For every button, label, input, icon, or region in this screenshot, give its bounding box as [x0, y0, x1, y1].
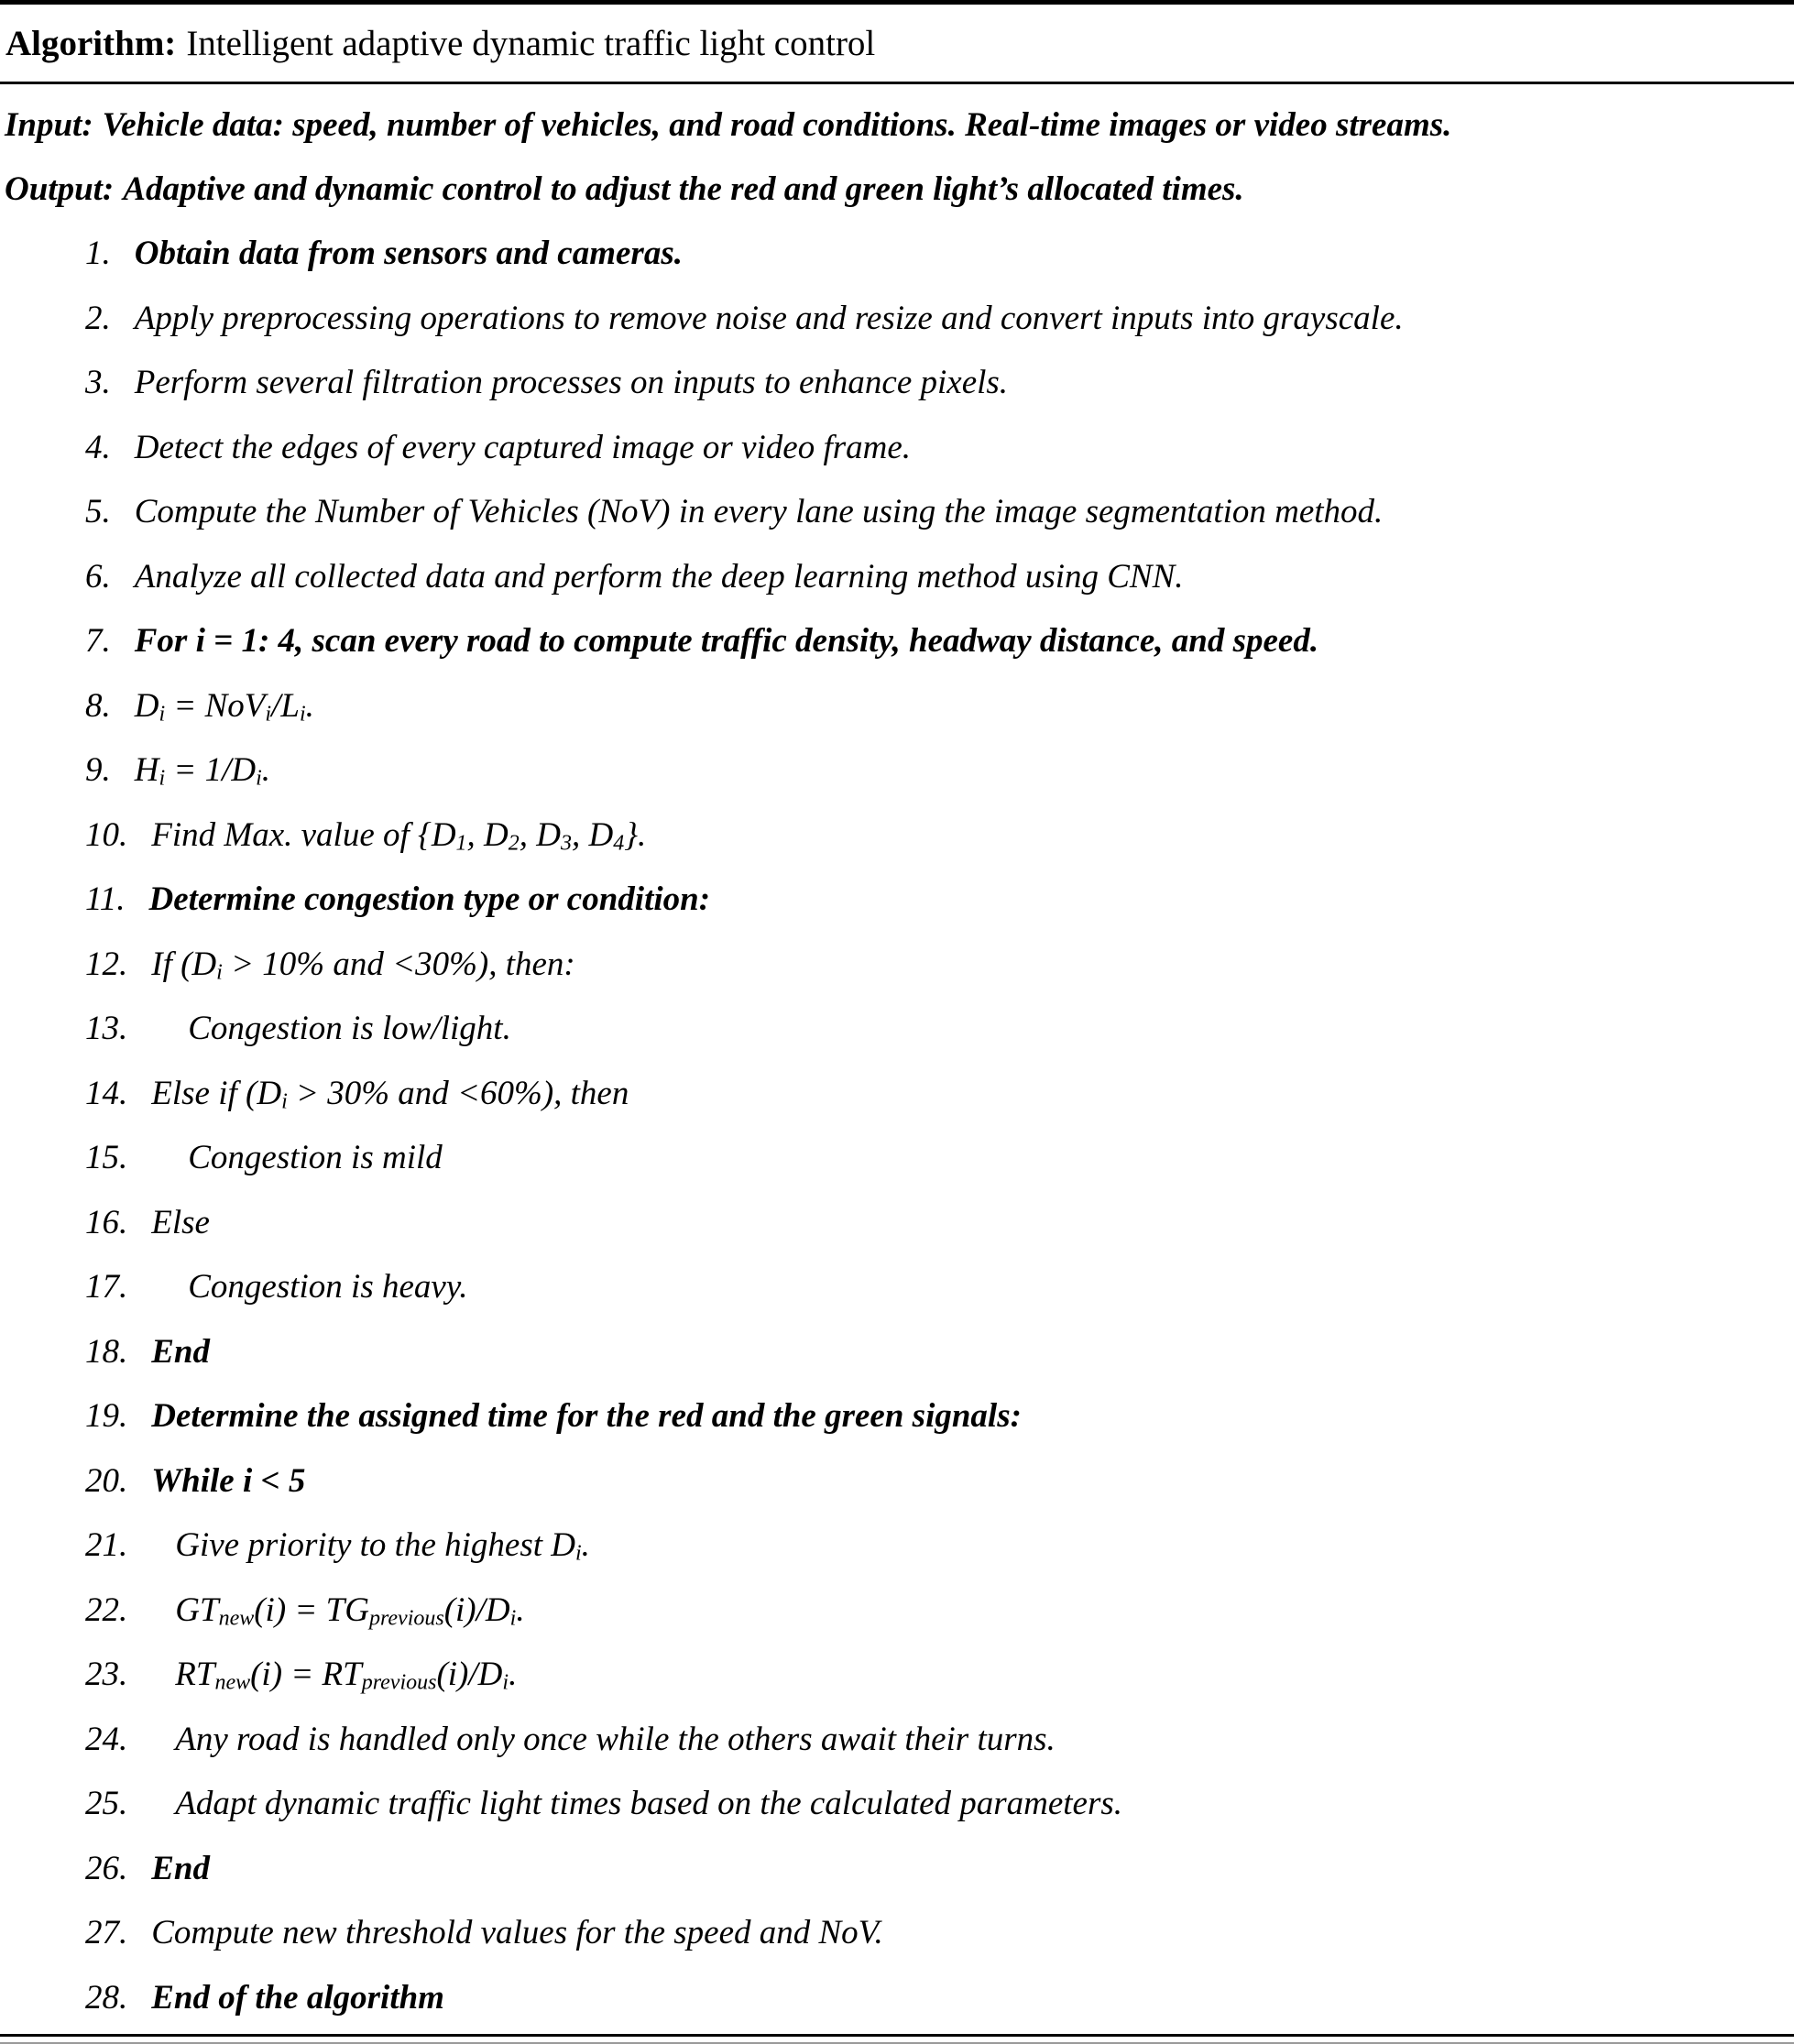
step-text: Find Max. value of {$D_1$, $D_2$, $D_3$, $D_4$}. — [151, 815, 647, 855]
step-number: 24. — [85, 1720, 128, 1758]
step-number: 6. — [85, 557, 111, 596]
step-line — [5, 868, 1794, 933]
step-number: 22. — [85, 1590, 128, 1629]
step-text: Determine congestion type or condition: — [148, 880, 711, 918]
step-line — [5, 1579, 1794, 1644]
step-number: 3. — [85, 364, 111, 401]
step-number: 20. — [85, 1461, 128, 1500]
step-number: 26. — [85, 1849, 128, 1887]
step-text: For i = 1: 4, scan every road to compute traffic density, headway distance, and speed. — [134, 622, 1319, 660]
step-number: 27. — [85, 1914, 128, 1951]
step-number: 23. — [85, 1656, 128, 1693]
step-text: End — [151, 1332, 211, 1371]
step-number: 8. — [85, 686, 111, 725]
step-line — [5, 1901, 1794, 1966]
step-text: While i < 5 — [151, 1461, 306, 1500]
step-text: $RT_{new}(i) = RT_{previous}(i)/D_i$. — [175, 1656, 518, 1695]
step-number: 10. — [85, 815, 128, 854]
step-number: 7. — [85, 622, 111, 660]
step-text: $D_i = NoV_i/L_i$. — [134, 686, 314, 726]
step-number: 25. — [85, 1785, 128, 1822]
step-number: 19. — [85, 1397, 128, 1435]
algorithm-steps — [5, 222, 1794, 2030]
step-line — [5, 480, 1794, 545]
step-number: 5. — [85, 493, 111, 530]
step-number: 15. — [85, 1139, 128, 1176]
output-label: Output: — [5, 170, 115, 208]
step-text: End — [151, 1849, 211, 1887]
step-text: Compute new threshold values for the speed and NoV. — [151, 1914, 883, 1951]
input-label: Input: — [5, 106, 93, 144]
step-line — [5, 351, 1794, 416]
step-line — [5, 803, 1794, 869]
step-line — [5, 1966, 1794, 2031]
bottom-rule — [0, 2034, 1794, 2037]
step-line — [5, 1708, 1794, 1773]
step-text: Obtain data from sensors and cameras. — [134, 235, 683, 272]
step-text: Apply preprocessing operations to remove noise and resize and convert inputs into grayscale. — [134, 299, 1404, 337]
step-line — [5, 545, 1794, 610]
step-text: Adapt dynamic traffic light times based on the calculated parameters. — [175, 1785, 1123, 1822]
algorithm-label: Algorithm: — [5, 23, 177, 63]
step-line — [5, 1514, 1794, 1579]
step-line — [5, 222, 1794, 287]
algorithm-header — [0, 5, 1794, 82]
step-line — [5, 1643, 1794, 1708]
step-line — [5, 1126, 1794, 1191]
step-line — [5, 287, 1794, 352]
output-line — [5, 158, 1794, 222]
step-number: 18. — [85, 1332, 128, 1371]
step-number: 14. — [85, 1074, 128, 1112]
step-line — [5, 1255, 1794, 1320]
step-text: Give priority to the highest $D_i$. — [175, 1526, 590, 1566]
step-text: Else — [151, 1203, 210, 1241]
step-line — [5, 738, 1794, 803]
algorithm-body — [0, 93, 1794, 2030]
step-text: $GT_{new}(i) = TG_{previous}(i)/D_i$. — [175, 1590, 525, 1630]
step-text: Analyze all collected data and perform the deep learning method using CNN. — [134, 557, 1184, 596]
step-text: Determine the assigned time for the red and the green signals: — [151, 1397, 1022, 1435]
step-number: 17. — [85, 1268, 128, 1306]
step-line — [5, 1837, 1794, 1902]
step-line — [5, 609, 1794, 674]
step-number: 16. — [85, 1203, 128, 1241]
step-line — [5, 1772, 1794, 1837]
step-number: 11. — [85, 880, 126, 918]
step-line — [5, 1384, 1794, 1449]
step-number: 1. — [85, 235, 111, 272]
input-text: Vehicle data: speed, number of vehicles, and road conditions. Real-time images or video streams. — [102, 106, 1452, 144]
step-line — [5, 1449, 1794, 1514]
step-text: Any road is handled only once while the others await their turns. — [175, 1720, 1056, 1758]
step-line — [5, 674, 1794, 739]
step-text: Congestion is heavy. — [188, 1268, 468, 1306]
step-text: If ($D_i > 10\%$ and <30%), then: — [151, 945, 575, 984]
input-line — [5, 93, 1794, 158]
step-number: 21. — [85, 1526, 128, 1564]
step-text: $H_i = 1/D_i$. — [134, 751, 271, 791]
step-number: 12. — [85, 945, 128, 983]
step-line — [5, 416, 1794, 481]
step-text: Congestion is mild — [188, 1139, 443, 1176]
step-number: 13. — [85, 1010, 128, 1047]
algorithm-title: Intelligent adaptive dynamic traffic light control — [186, 23, 876, 63]
step-number: 9. — [85, 751, 111, 789]
step-text: End of the algorithm — [151, 1978, 444, 2017]
step-line — [5, 1062, 1794, 1127]
step-text: Detect the edges of every captured image or video frame. — [134, 428, 912, 466]
step-number: 4. — [85, 428, 111, 466]
step-number: 2. — [85, 299, 111, 337]
step-text: Perform several filtration processes on inputs to enhance pixels. — [134, 364, 1009, 401]
step-number: 28. — [85, 1978, 128, 2017]
step-line — [5, 997, 1794, 1062]
step-text: Else if ($D_i > 30\%$ and <60%), then — [151, 1074, 629, 1113]
output-text: Adaptive and dynamic control to adjust the red and green light’s allocated times. — [123, 170, 1244, 208]
step-line — [5, 1191, 1794, 1256]
header-rule — [0, 82, 1794, 84]
step-text: Compute the Number of Vehicles (NoV) in every lane using the image segmentation method. — [134, 493, 1384, 530]
step-line — [5, 933, 1794, 998]
step-line — [5, 1320, 1794, 1385]
step-text: Congestion is low/light. — [188, 1010, 511, 1047]
